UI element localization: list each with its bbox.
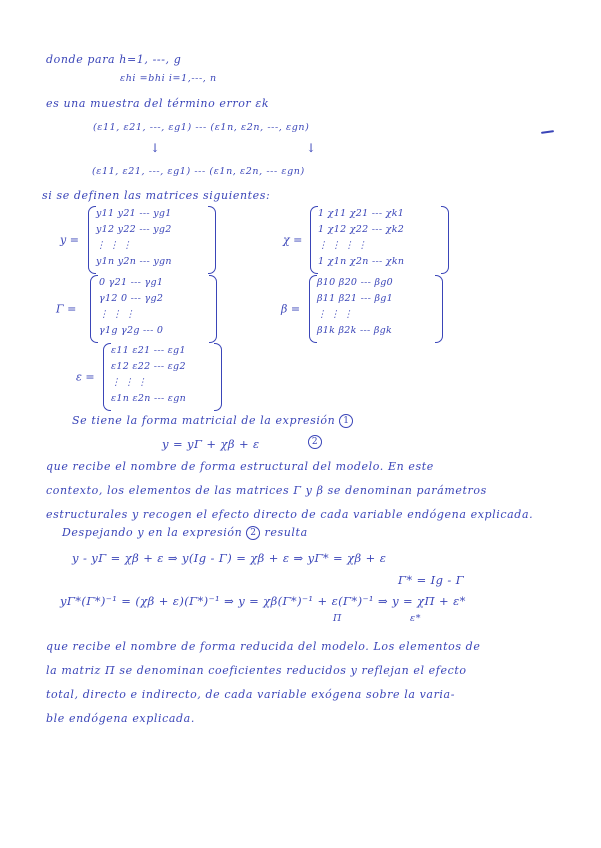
label-epsilon-star: ε* (410, 613, 422, 624)
text-muestra: es una muestra del término error εk (46, 97, 270, 110)
matrix-y-label: y = (60, 233, 79, 247)
matrix-row: ⋮ ⋮ ⋮ (99, 309, 136, 320)
text-definen-matrices: si se definen las matrices siguientes: (42, 189, 271, 202)
matrix-row: y11 y21 --- yg1 (96, 208, 172, 219)
text-paragraph-4a: que recibe el nombre de forma reducida del modelo. Los elementos de (46, 640, 481, 653)
matrix-row: y1n y2n --- ygn (96, 256, 172, 267)
bracket-right (435, 275, 443, 343)
matrix-gamma-label: Γ = (56, 302, 77, 316)
bracket-right (209, 275, 217, 343)
arrow-down-left: ↓ (150, 141, 161, 155)
matrix-epsilon-label: ε = (76, 370, 95, 384)
matrix-row: ε11 ε21 --- εg1 (111, 345, 186, 356)
matrix-beta (281, 273, 451, 345)
matrix-row: ⋮ ⋮ ⋮ (111, 377, 148, 388)
equation-reduced: yΓ*(Γ*)⁻¹ = (χβ + ε)(Γ*)⁻¹ ⇒ y = χβ(Γ*)⁻¹ + ε(Γ*)⁻¹ ⇒ y = χΠ + ε* (60, 594, 466, 608)
text-resulta: resulta (264, 526, 308, 539)
bracket-left (103, 343, 111, 411)
matrix-epsilon (76, 341, 236, 413)
text-paragraph-4c: total, directo e indirecto, de cada variable exógena sobre la varia- (46, 688, 456, 701)
equation-number-2-ref: 2 (246, 526, 260, 540)
bracket-left (90, 275, 98, 343)
text-paragraph-2b: contexto, los elementos de las matrices Γ y β se denominan parámetros (46, 484, 487, 497)
pen-stroke (541, 130, 554, 134)
matrix-row: ε1n ε2n --- εgn (111, 393, 187, 404)
matrix-row: ⋮ ⋮ ⋮ ⋮ (318, 240, 368, 251)
text-despejando-label: Despejando y en la expresión (62, 526, 243, 539)
matrix-x (283, 204, 453, 276)
matrix-gamma (56, 273, 226, 345)
matrix-x-label: χ = (283, 233, 303, 247)
equation-gamma-star: Γ* = Ig - Γ (398, 573, 465, 587)
matrix-row: ε12 ε22 --- εg2 (111, 361, 186, 372)
text-paragraph-4d: ble endógena explicada. (46, 712, 195, 725)
matrix-epsilon-rows (111, 343, 186, 407)
matrix-row: y12 y22 --- yg2 (96, 224, 172, 235)
matrix-row: 1 χ1n χ2n --- χkn (318, 256, 405, 267)
bracket-left (310, 206, 318, 274)
matrix-y (60, 204, 220, 276)
bracket-right (214, 343, 222, 411)
text-forma-matricial-label: Se tiene la forma matricial de la expresión (72, 414, 336, 427)
bracket-left (309, 275, 317, 343)
matrix-gamma-rows (99, 275, 163, 339)
equation-number-1: 1 (339, 414, 353, 428)
matrix-row: β10 β20 --- βg0 (317, 277, 393, 288)
matrix-beta-label: β = (281, 302, 301, 316)
matrix-row: ⋮ ⋮ ⋮ (317, 309, 354, 320)
matrix-row: γ1g γ2g --- 0 (99, 325, 164, 336)
bracket-right (441, 206, 449, 274)
matrix-x-rows (318, 206, 404, 270)
arrow-down-right: ↓ (306, 141, 317, 155)
text-donde-para: donde para h=1, ---, g (46, 53, 182, 66)
text-error-tuples-2: (ε11, ε21, ---, εg1) --- (ε1n, ε2n, --- εgn) (92, 166, 305, 177)
text-error-tuples-1: (ε11, ε21, ---, εg1) --- (ε1n, ε2n, ---, εgn) (93, 122, 310, 133)
matrix-row: 1 χ11 χ21 --- χk1 (318, 208, 405, 219)
equation-derivation: y - yΓ = χβ + ε ⇒ y(Ig - Γ) = χβ + ε ⇒ yΓ* = χβ + ε (72, 551, 387, 565)
text-despejando (62, 526, 308, 540)
text-paragraph-2a: que recibe el nombre de forma estructural del modelo. En este (46, 460, 434, 473)
matrix-beta-rows (317, 275, 393, 339)
bracket-right (208, 206, 216, 274)
text-paragraph-4b: la matriz Π se denominan coeficientes reducidos y reflejan el efecto (46, 664, 467, 677)
bracket-left (88, 206, 96, 274)
text-forma-matricial (72, 414, 353, 428)
matrix-row: γ12 0 --- γg2 (99, 293, 164, 304)
matrix-row: β1k β2k --- βgk (317, 325, 393, 336)
matrix-row: 1 χ12 χ22 --- χk2 (318, 224, 405, 235)
text-paragraph-2c: estructurales y recogen el efecto directo de cada variable endógena explicada. (46, 508, 534, 521)
equation-number-2-mark (308, 435, 322, 449)
matrix-row: ⋮ ⋮ ⋮ (96, 240, 133, 251)
text-error-definition: εhi =bhi i=1,---, n (120, 73, 217, 84)
label-pi: Π (333, 613, 342, 624)
matrix-y-rows (96, 206, 172, 270)
equation-structural: y = yΓ + χβ + ε (162, 437, 260, 451)
matrix-row: 0 γ21 --- γg1 (99, 277, 164, 288)
matrix-row: β11 β21 --- βg1 (317, 293, 393, 304)
equation-number-2: 2 (308, 435, 322, 449)
